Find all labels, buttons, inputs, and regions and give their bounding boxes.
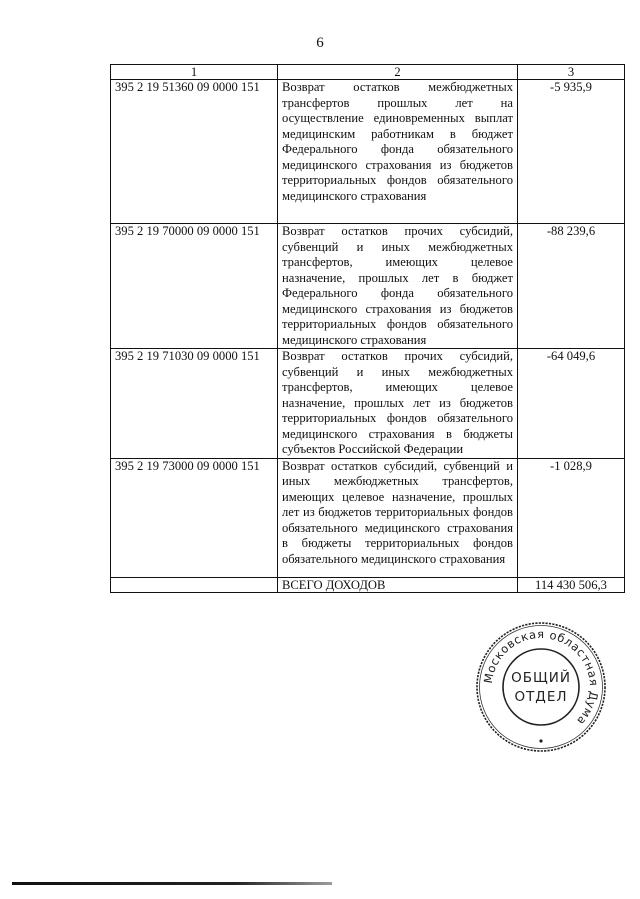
total-value: 114 430 506,3 — [518, 577, 625, 592]
budget-code: 395 2 19 51360 09 0000 151 — [111, 80, 278, 224]
column-header-3: 3 — [518, 65, 625, 80]
income-description: Возврат остатков субсидий, субвенций и иных межбюджетных трансфертов, имеющих целевое назначение, прошлых лет из бюджетов территориальных фондов обязательного медицинского страхования в бюджеты территориальных фондов обязательного медицинского страхования — [278, 458, 518, 577]
income-table — [110, 64, 625, 593]
stamp-center-line1: ОБЩИЙ — [511, 670, 571, 686]
total-empty-cell — [111, 577, 278, 592]
table-header-row — [111, 65, 625, 80]
column-header-2: 2 — [278, 65, 518, 80]
table-row — [111, 349, 625, 459]
table-row — [111, 458, 625, 577]
budget-code: 395 2 19 73000 09 0000 151 — [111, 458, 278, 577]
column-header-1: 1 — [111, 65, 278, 80]
amount: -1 028,9 — [518, 458, 625, 577]
income-description: Возврат остатков прочих субсидий, субвенций и иных межбюджетных трансфертов, имеющих целевое назначение, прошлых лет из бюджетов территориальных фондов обязательного медицинского страхования в бюджеты субъектов Российской Федерации — [278, 349, 518, 459]
table-row — [111, 224, 625, 349]
bottom-rule — [12, 882, 332, 885]
amount: -5 935,9 — [518, 80, 625, 224]
amount: -88 239,6 — [518, 224, 625, 349]
table-row — [111, 80, 625, 224]
total-label: ВСЕГО ДОХОДОВ — [278, 577, 518, 592]
budget-code: 395 2 19 70000 09 0000 151 — [111, 224, 278, 349]
amount: -64 049,6 — [518, 349, 625, 459]
income-description: Возврат остатков межбюджетных трансфертов прошлых лет на осуществление единовременных выплат медицинским работникам в бюджет Федерального фонда обязательного медицинского страхования из бюджетов территориальных фондов обязательного медицинского страхования — [278, 80, 518, 224]
budget-code: 395 2 19 71030 09 0000 151 — [111, 349, 278, 459]
page-number: 6 — [316, 35, 324, 51]
official-stamp — [474, 620, 608, 754]
stamp-center-line2: ОТДЕЛ — [514, 689, 568, 705]
total-row — [111, 577, 625, 592]
stamp-ring-text: Московская областная Дума — [480, 626, 602, 729]
income-description: Возврат остатков прочих субсидий, субвенций и иных межбюджетных трансфертов, имеющих целевое назначение, прошлых лет в бюджет Федерального фонда обязательного медицинского страхования из бюджетов территориальных фондов обязательного медицинского страхования — [278, 224, 518, 349]
